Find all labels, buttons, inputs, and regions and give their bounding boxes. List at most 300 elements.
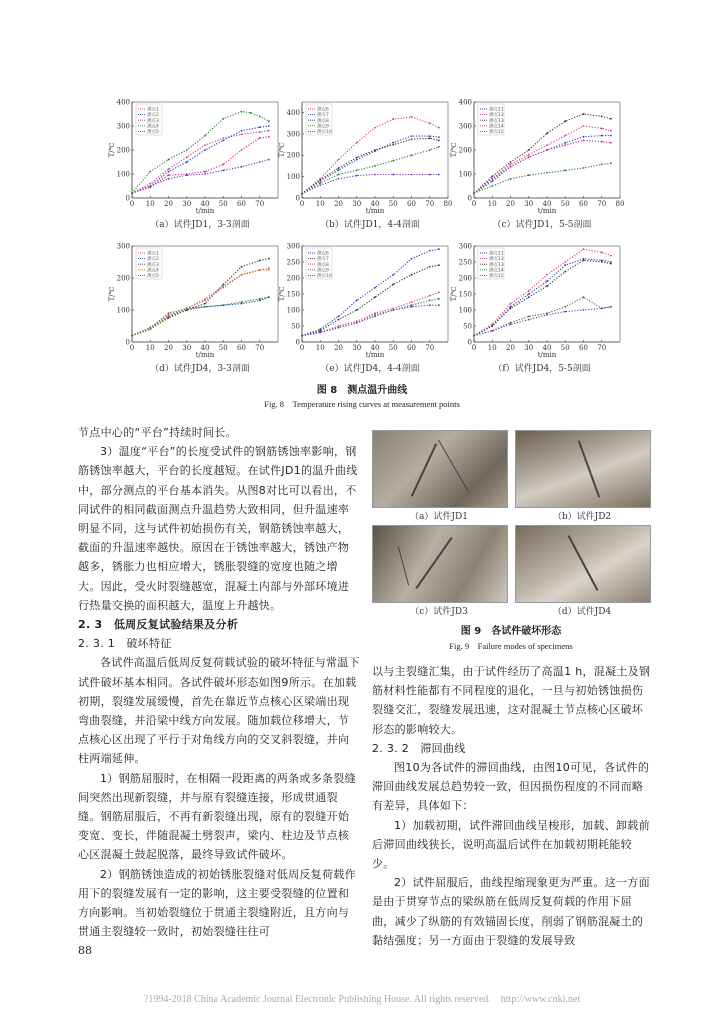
data-point [510,324,512,326]
chart-caption: （e）试件JD4，4-4剖面 [320,364,420,374]
data-point [131,335,133,337]
data-point [268,258,270,260]
data-point [268,125,270,127]
photo-specimen-jd1 [372,430,508,508]
x-tick-label: 0 [129,344,135,352]
series-line [302,138,439,193]
data-point [601,164,603,166]
data-point [546,132,548,134]
data-point [411,301,413,303]
x-tick-label: 10 [145,200,155,208]
chart-panel-2 [280,96,460,228]
y-tick-label: 200 [458,146,472,155]
data-point [438,248,440,250]
x-tick-label: 20 [164,344,173,352]
data-point [222,140,224,142]
x-tick-label: 60 [237,344,246,352]
chart-caption: （b）试件JD1，4-4剖面 [320,220,420,230]
legend-entry: 测点15 [489,274,504,279]
data-point [301,193,303,195]
figure-9b-caption: （b）试件JD2 [552,512,612,522]
series-line [474,140,611,193]
x-tick-label: 70 [255,200,265,208]
data-point [491,178,493,180]
y-tick-label: 200 [116,274,130,283]
data-point [338,167,340,169]
data-point [583,140,585,142]
x-tick-label: 30 [352,344,362,352]
data-point [510,164,512,166]
data-point [204,298,206,300]
y-tick-label: 200 [116,146,130,155]
x-tick-label: 50 [218,200,228,208]
data-point [564,120,566,122]
x-tick-label: 10 [315,344,325,352]
data-point [429,137,431,139]
x-tick-label: 30 [524,344,534,352]
data-point [601,308,603,310]
data-point [356,300,358,302]
data-point [583,258,585,260]
y-tick-label: 150 [458,290,472,299]
data-point [610,135,612,137]
data-point [356,175,358,177]
data-point [356,322,358,324]
y-tick-label: 0 [467,194,472,203]
paragraph: 2）钢筋锈蚀造成的初始锈胀裂缝对低周反复荷载作用下的裂缝发展有一定的影响，这主要受裂缝的位置和方向影响。当初始裂缝位于贯通主裂缝附近，且方向与贯通主裂缝较一致时，初始裂缝往往可 [78,867,356,939]
x-tick-label: 80 [443,200,453,208]
data-point [241,149,243,151]
data-point [546,149,548,151]
data-point [610,118,612,120]
y-tick-label: 300 [458,122,472,131]
legend [306,104,332,135]
data-point [392,308,394,310]
data-point [411,138,413,140]
legend-entry: 测点7 [317,257,329,263]
data-point [259,298,261,300]
data-point [601,135,603,137]
data-point [338,319,340,321]
y-tick-label: 0 [295,338,300,347]
data-point [528,174,530,176]
data-point [356,142,358,144]
x-tick-label: 50 [388,344,398,352]
data-point [528,156,530,158]
x-tick-label: 20 [506,344,515,352]
data-point [204,171,206,173]
y-tick-label: 100 [116,306,130,315]
data-point [583,167,585,169]
legend-entry: 测点1 [147,251,159,257]
data-point [601,261,603,263]
data-point [411,258,413,260]
data-point [259,126,261,128]
data-point [429,295,431,297]
y-tick-label: 200 [286,274,300,283]
data-point [268,268,270,270]
data-point [356,159,358,161]
chart-svg [452,240,632,368]
y-axis-label: T/℃ [108,286,116,302]
photo-specimen-jd4 [515,525,651,603]
data-point [491,180,493,182]
data-point [429,122,431,124]
data-point [186,156,188,158]
data-point [338,325,340,327]
data-point [438,298,440,300]
x-axis-label: t/min [537,351,557,359]
data-point [610,162,612,164]
legend-entry: 测点1 [147,107,159,113]
chart-svg [280,240,460,368]
data-point [250,112,252,114]
data-point [241,274,243,276]
data-point [338,316,340,318]
y-tick-label: 0 [295,194,300,203]
x-axis-label: t/min [195,351,215,359]
section-heading: 2. 3 低周反复试验结果及分析 [78,618,239,632]
data-point [186,309,188,311]
data-point [168,317,170,319]
data-point [168,168,170,170]
x-tick-label: 60 [579,344,588,352]
data-point [268,296,270,298]
data-point [186,174,188,176]
data-point [168,178,170,180]
figure-9d-caption: （d）试件JD4 [552,607,612,617]
figure-9a-caption: （a）试件JD1 [410,512,468,522]
data-point [319,330,321,332]
x-axis-label: t/min [537,207,557,215]
x-axis-label: t/min [365,351,385,359]
data-point [411,274,413,276]
legend-entry: 测点8 [317,118,329,124]
data-point [149,327,151,329]
series-line [302,305,439,335]
paragraph: 节点中心的“平台”持续时间长。 [78,426,237,439]
data-point [241,166,243,168]
paragraph: 3）温度“平台”的长度受试件的钢筋锈蚀率影响，钢筋锈蚀率越大，平台的长度越短。在试件JD1的温升曲线中，部分测点的平台基本消失。从图8对比可以看出，不同试件的相同截面测点升温趋势大致相同，但升温速率明显不同，这与试件初始损伤有关，钢筋锈蚀率越大，截面的升温速率越快。原因在于锈蚀率越大，锈蚀产物越多，锈胀力也相应增大，锈胀裂缝的宽度也随之增大。因此，受火时裂缝越宽，混凝土内部与外部环境进行热量交换的面积越大，温度上升越快。 [78,445,358,612]
data-point [491,324,493,326]
data-point [186,149,188,151]
data-point [356,309,358,311]
y-tick-label: 250 [286,258,300,267]
legend-entry: 测点12 [489,113,504,119]
data-point [204,135,206,137]
data-point [583,136,585,138]
data-point [338,159,340,161]
y-tick-label: 300 [286,242,300,251]
x-tick-label: 10 [315,200,325,208]
data-point [528,149,530,151]
data-point [259,260,261,262]
data-point [473,192,475,194]
data-point [374,174,376,176]
subsection-heading: 2. 3. 2 滞回曲线 [372,741,466,755]
x-tick-label: 40 [200,200,210,208]
y-tick-label: 50 [291,322,300,331]
y-tick-label: 400 [116,98,130,107]
x-tick-label: 30 [352,200,362,208]
data-point [241,301,243,303]
data-point [374,296,376,298]
data-point [241,111,243,113]
y-tick-label: 100 [286,173,300,182]
y-tick-label: 0 [467,338,472,347]
data-point [131,192,133,194]
chart-caption: （a）试件JD1，3-3剖面 [150,220,250,230]
data-point [204,303,206,305]
data-point [429,174,431,176]
data-point [429,250,431,252]
data-point [491,176,493,178]
data-point [610,142,612,144]
data-point [392,274,394,276]
data-point [268,159,270,161]
data-point [168,312,170,314]
data-point [259,131,261,133]
legend-entry: 测点11 [489,251,504,257]
data-point [510,178,512,180]
paragraph: 1）加载初期，试件滞回曲线呈梭形，加载、卸载前后滞回曲线狭长，说明高温后试件在加载初期耗能较少。 [372,818,650,871]
data-point [546,274,548,276]
legend-entry: 测点7 [317,113,329,119]
data-point [510,308,512,310]
figure-8-title: 图 8 测点温升曲线 [316,385,408,396]
x-tick-label: 20 [334,344,343,352]
data-point [204,300,206,302]
data-point [429,135,431,137]
x-tick-label: 20 [334,200,343,208]
y-tick-label: 100 [286,306,300,315]
y-tick-label: 400 [286,109,300,118]
data-point [601,128,603,130]
data-point [610,130,612,132]
page-number: 88 [78,944,92,957]
data-point [222,118,224,120]
paragraph: 以与主裂缝汇集，由于试件经历了高温1 h，混凝土及钢筋材料性能都有不同程度的退化，一旦与初始锈蚀损伤裂缝交汇，裂缝发展迅速，这对混凝土节点核心区破坏形态的影响较大。 [372,665,651,736]
paragraph: 2）试件屈服后，曲线捏缩现象更为严重。这一方面是由于贯穿节点的梁纵筋在低周反复荷载的作用下屈曲，减少了纵筋的有效锚固长度，削弱了钢筋混凝土的黏结强度；另一方面由于裂缝的发展导致 [372,876,650,947]
data-point [356,320,358,322]
paragraph: 图10为各试件的滞回曲线，由图10可见，各试件的滞回曲线发展总趋势较一致，但因损伤程度的不同而略有差异，具体如下： [372,761,650,813]
data-point [583,125,585,127]
data-point [528,290,530,292]
x-tick-label: 40 [542,344,552,352]
data-point [546,280,548,282]
paragraph: 各试件高温后低周反复荷载试验的破坏特征与常温下试件破坏基本相同。各试件破坏形态如图9所示。在加载初期，裂缝发展缓慢，首先在靠近节点核心区梁端出现弯曲裂缝，并沿梁中线方向发展。随加载位移增大，节点核心区出现了平行于对角线方向的交叉斜裂缝，并向柱两端延伸。 [78,656,360,766]
x-tick-label: 60 [407,200,416,208]
data-point [374,127,376,129]
data-point [583,113,585,115]
data-point [392,284,394,286]
y-tick-label: 50 [463,322,472,331]
data-point [268,269,270,271]
data-point [222,285,224,287]
right-column [372,662,652,950]
data-point [610,263,612,265]
legend-entry: 测点13 [489,118,504,124]
legend-entry: 测点15 [489,130,504,135]
y-tick-label: 0 [125,194,130,203]
photo-specimen-jd2 [515,430,651,508]
data-point [392,142,394,144]
y-tick-label: 300 [286,130,300,139]
legend-entry: 测点14 [489,268,504,274]
data-point [564,135,566,137]
y-tick-label: 300 [116,242,130,251]
data-point [528,154,530,156]
data-point [204,144,206,146]
y-axis-label: T/℃ [278,142,286,158]
data-point [583,248,585,250]
data-point [374,314,376,316]
data-point [583,309,585,311]
data-point [392,174,394,176]
x-tick-label: 0 [471,344,477,352]
legend-entry: 测点10 [317,274,332,279]
data-point [510,306,512,308]
data-point [356,157,358,159]
series-line [474,136,611,194]
series-line [474,126,611,193]
data-point [564,261,566,263]
figure-9-title: 图 9 各试件破坏形态 [460,626,562,637]
y-tick-label: 100 [458,306,472,315]
x-tick-label: 50 [560,200,570,208]
data-point [204,306,206,308]
x-axis-label: t/min [195,207,215,215]
data-point [411,135,413,137]
data-point [411,304,413,306]
series-line [474,163,611,193]
x-tick-label: 70 [597,200,607,208]
data-point [319,182,321,184]
x-tick-label: 20 [506,200,515,208]
data-point [610,261,612,263]
data-point [438,292,440,294]
data-point [564,306,566,308]
x-tick-label: 60 [579,200,588,208]
data-point [338,178,340,180]
data-point [429,266,431,268]
chart-caption: （d）试件JD4，3-3剖面 [150,364,250,374]
data-point [564,271,566,273]
series-line [302,147,439,194]
x-tick-label: 50 [560,344,570,352]
data-point [222,137,224,139]
legend-entry: 测点14 [489,124,504,130]
data-point [610,306,612,308]
chart-panel-6 [452,240,632,372]
y-tick-label: 400 [458,98,472,107]
x-tick-label: 0 [299,200,305,208]
data-point [259,269,261,271]
y-axis-label: T/℃ [108,142,116,158]
data-point [546,144,548,146]
data-point [149,328,151,330]
data-point [268,136,270,138]
legend [136,104,162,135]
legend-entry: 测点6 [317,107,329,113]
data-point [601,116,603,118]
data-point [564,144,566,146]
y-tick-label: 200 [458,274,472,283]
legend-entry: 测点2 [147,257,159,263]
figure-9c-caption: （c）试件JD3 [410,607,468,617]
legend [478,248,504,279]
data-point [438,174,440,176]
legend-entry: 测点10 [317,130,332,135]
data-point [168,171,170,173]
data-point [168,316,170,318]
data-point [601,252,603,254]
data-point [268,120,270,122]
x-tick-label: 30 [182,200,192,208]
x-tick-label: 10 [487,200,497,208]
series-line [302,175,439,194]
legend [136,248,162,279]
data-point [392,144,394,146]
y-tick-label: 300 [116,122,130,131]
y-tick-label: 200 [286,151,300,160]
paragraph: 1）钢筋屈服时，在相隔一段距离的两条或多条裂缝间突然出现新裂缝，并与原有裂缝连接，形成贯通裂缝。钢筋屈服后，不再有新裂缝出现，原有的裂缝开始变宽、变长，伴随混凝土劈裂声，梁内、柱边及节点核心区混凝土鼓起脱落，最终导致试件破坏。 [78,771,356,862]
x-tick-label: 40 [370,200,380,208]
y-axis-label: T/℃ [278,286,286,302]
data-point [259,116,261,118]
x-tick-label: 40 [200,344,210,352]
legend-entry: 测点5 [147,274,159,279]
x-axis-label: t/min [365,207,385,215]
x-tick-label: 30 [182,344,192,352]
chart-caption: （f）试件JD4，5-5剖面 [493,364,591,374]
data-point [564,142,566,144]
figure-8-title-en: Fig. 8 Temperature rising curves at measurement points [264,399,460,409]
legend-entry: 测点9 [317,268,329,274]
y-tick-label: 100 [458,170,472,179]
x-tick-label: 60 [407,344,416,352]
data-point [411,306,413,308]
x-tick-label: 60 [237,200,246,208]
legend-entry: 测点13 [489,262,504,268]
data-point [583,260,585,262]
legend [306,248,332,279]
y-axis-label: T/℃ [450,142,458,158]
data-point [528,296,530,298]
x-tick-label: 10 [487,344,497,352]
data-point [438,136,440,138]
data-point [583,296,585,298]
data-point [528,293,530,295]
data-point [204,173,206,175]
data-point [319,184,321,186]
data-point [392,309,394,311]
data-point [528,316,530,318]
data-point [319,179,321,181]
data-point [338,327,340,329]
data-point [438,140,440,142]
data-point [356,169,358,171]
data-point [149,183,151,185]
legend-entry: 测点5 [147,130,159,135]
legend-entry: 测点6 [317,251,329,257]
data-point [564,170,566,172]
data-point [319,332,321,334]
data-point [510,303,512,305]
data-point [374,287,376,289]
chart-caption: （c）试件JD1，5-5剖面 [492,220,592,230]
data-point [374,312,376,314]
